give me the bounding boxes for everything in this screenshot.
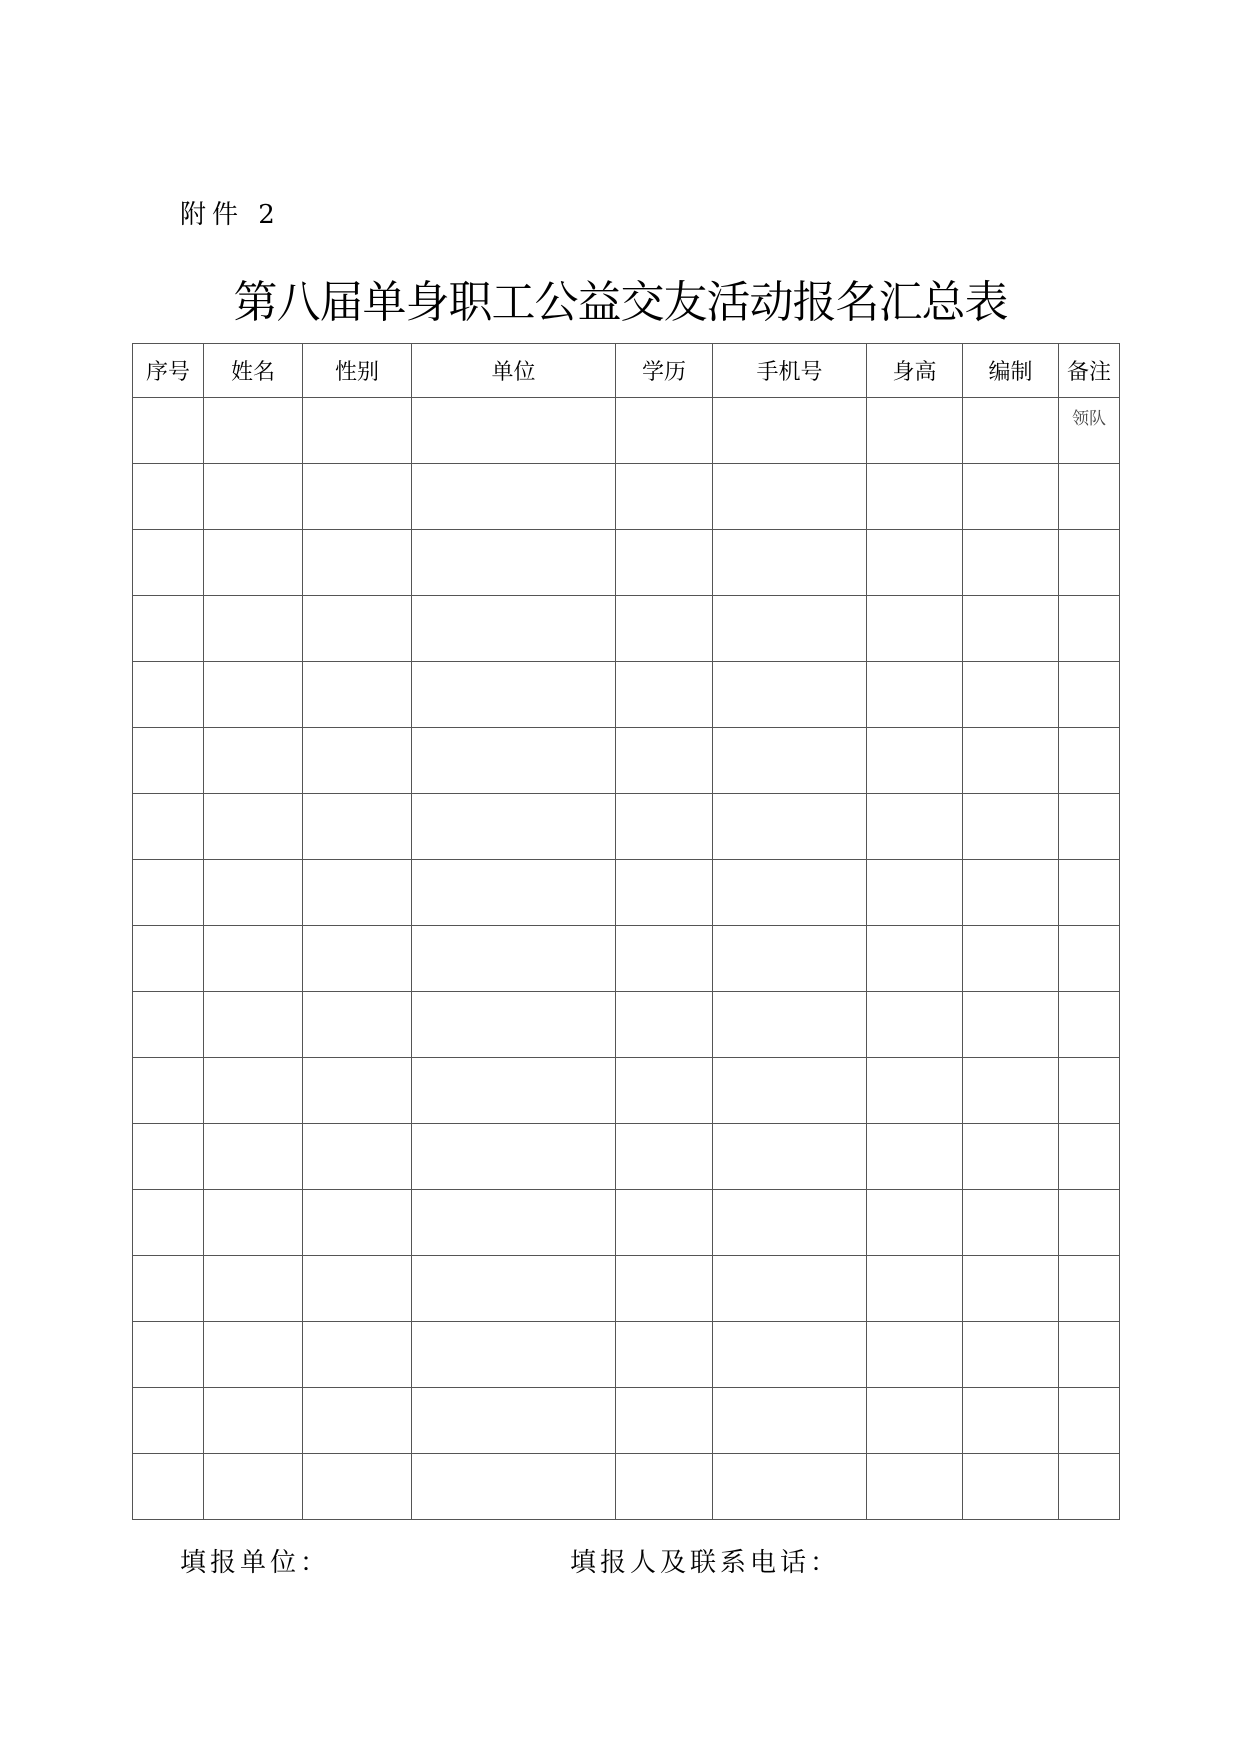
table-cell[interactable]	[867, 596, 963, 662]
table-row	[133, 860, 1120, 926]
table-cell[interactable]	[616, 1058, 713, 1124]
table-cell[interactable]	[303, 596, 412, 662]
table-row	[133, 596, 1120, 662]
table-cell[interactable]	[713, 662, 867, 728]
table-cell[interactable]	[412, 1256, 616, 1322]
table-cell[interactable]	[133, 530, 204, 596]
table-cell[interactable]	[713, 596, 867, 662]
table-row	[133, 1388, 1120, 1454]
table-cell[interactable]	[412, 926, 616, 992]
table-cell[interactable]	[867, 1388, 963, 1454]
table-cell[interactable]	[616, 596, 713, 662]
table-cell[interactable]	[303, 1058, 412, 1124]
table-cell[interactable]	[713, 1322, 867, 1388]
table-cell[interactable]	[867, 662, 963, 728]
table-row	[133, 1256, 1120, 1322]
table-cell[interactable]	[616, 992, 713, 1058]
table-cell[interactable]	[1059, 860, 1120, 926]
table-cell[interactable]	[867, 992, 963, 1058]
table-cell[interactable]	[303, 1388, 412, 1454]
table-cell[interactable]	[204, 992, 303, 1058]
table-cell[interactable]	[412, 1322, 616, 1388]
table-cell[interactable]	[204, 860, 303, 926]
table-cell[interactable]	[1059, 1058, 1120, 1124]
table-cell[interactable]	[412, 728, 616, 794]
table-cell[interactable]	[204, 926, 303, 992]
table-cell[interactable]	[204, 1322, 303, 1388]
header-cell: 姓名	[204, 344, 303, 398]
table-cell[interactable]	[133, 860, 204, 926]
table-cell[interactable]	[412, 1190, 616, 1256]
table-cell[interactable]	[713, 1388, 867, 1454]
table-cell[interactable]	[867, 1124, 963, 1190]
table-cell[interactable]	[133, 1454, 204, 1520]
table-cell[interactable]	[204, 1058, 303, 1124]
table-cell[interactable]	[963, 860, 1059, 926]
registration-table	[132, 343, 1120, 1520]
header-cell: 编制	[963, 344, 1059, 398]
table-cell[interactable]	[616, 530, 713, 596]
table-cell[interactable]	[1059, 1190, 1120, 1256]
table-cell[interactable]	[867, 1256, 963, 1322]
table-row	[133, 1190, 1120, 1256]
table-row	[133, 1454, 1120, 1520]
table-cell[interactable]	[303, 1322, 412, 1388]
table-row	[133, 926, 1120, 992]
table-cell[interactable]	[204, 530, 303, 596]
table-cell[interactable]	[1059, 926, 1120, 992]
table-cell[interactable]	[1059, 1124, 1120, 1190]
table-cell[interactable]	[1059, 1256, 1120, 1322]
table-cell[interactable]	[963, 926, 1059, 992]
table-cell[interactable]	[963, 1388, 1059, 1454]
table-row	[133, 464, 1120, 530]
table-cell[interactable]	[303, 1256, 412, 1322]
table-cell[interactable]	[412, 860, 616, 926]
table-cell[interactable]	[303, 464, 412, 530]
table-cell[interactable]	[133, 596, 204, 662]
attachment-label: 附件 2	[180, 200, 281, 230]
table-cell[interactable]	[616, 1124, 713, 1190]
table-row	[133, 1058, 1120, 1124]
table-cell[interactable]	[713, 992, 867, 1058]
table-cell[interactable]	[616, 464, 713, 530]
table-cell[interactable]	[713, 398, 867, 464]
table-cell[interactable]	[133, 1388, 204, 1454]
table-cell[interactable]	[867, 1454, 963, 1520]
header-cell: 手机号	[713, 344, 867, 398]
table-cell[interactable]	[303, 398, 412, 464]
table-cell[interactable]	[713, 728, 867, 794]
table-cell[interactable]	[204, 1454, 303, 1520]
table-cell[interactable]	[412, 1388, 616, 1454]
table-cell[interactable]	[867, 926, 963, 992]
table-cell[interactable]	[963, 596, 1059, 662]
table-cell[interactable]	[713, 1256, 867, 1322]
table-row	[133, 794, 1120, 860]
table-cell[interactable]	[133, 794, 204, 860]
table-cell[interactable]	[1059, 728, 1120, 794]
table-cell[interactable]	[616, 1256, 713, 1322]
table-cell[interactable]	[867, 1058, 963, 1124]
header-cell: 单位	[412, 344, 616, 398]
table-row	[133, 728, 1120, 794]
table-cell[interactable]	[1059, 992, 1120, 1058]
table-cell[interactable]	[963, 794, 1059, 860]
table-cell[interactable]	[616, 1454, 713, 1520]
table-header-row	[133, 344, 1120, 398]
table-cell[interactable]	[412, 398, 616, 464]
table-cell[interactable]	[867, 860, 963, 926]
table-cell[interactable]	[963, 1058, 1059, 1124]
table-row	[133, 398, 1120, 464]
table-cell[interactable]	[616, 860, 713, 926]
table-cell[interactable]	[303, 1454, 412, 1520]
table-cell[interactable]	[616, 728, 713, 794]
table-cell[interactable]	[963, 1454, 1059, 1520]
table-row	[133, 530, 1120, 596]
table-cell[interactable]	[204, 794, 303, 860]
table-row	[133, 1322, 1120, 1388]
table-cell[interactable]	[303, 1124, 412, 1190]
table-cell[interactable]	[963, 1124, 1059, 1190]
table-cell[interactable]	[616, 926, 713, 992]
table-cell[interactable]	[867, 1322, 963, 1388]
leader-note: 领队	[1072, 409, 1106, 429]
table-cell[interactable]	[867, 728, 963, 794]
table-cell[interactable]	[412, 1454, 616, 1520]
table-cell[interactable]	[412, 596, 616, 662]
table-cell[interactable]	[963, 662, 1059, 728]
table-cell[interactable]	[133, 1256, 204, 1322]
table-cell[interactable]	[204, 1388, 303, 1454]
table-cell[interactable]	[616, 662, 713, 728]
table-cell[interactable]	[616, 1388, 713, 1454]
table-cell[interactable]	[412, 464, 616, 530]
table-cell[interactable]	[204, 596, 303, 662]
table-cell[interactable]	[713, 1454, 867, 1520]
table-cell[interactable]	[1059, 662, 1120, 728]
table-cell[interactable]	[963, 1190, 1059, 1256]
table-cell[interactable]	[303, 662, 412, 728]
table-cell[interactable]	[867, 530, 963, 596]
table-cell[interactable]	[133, 398, 204, 464]
table-cell[interactable]	[867, 794, 963, 860]
table-cell[interactable]	[616, 1190, 713, 1256]
table-cell[interactable]	[133, 662, 204, 728]
table-cell[interactable]	[204, 662, 303, 728]
table-cell[interactable]	[1059, 1454, 1120, 1520]
table-cell[interactable]	[303, 992, 412, 1058]
table-cell[interactable]	[713, 464, 867, 530]
table-cell[interactable]	[1059, 596, 1120, 662]
table-cell[interactable]	[133, 926, 204, 992]
table-cell[interactable]	[1059, 464, 1120, 530]
table-cell[interactable]	[204, 398, 303, 464]
table-cell[interactable]	[133, 1190, 204, 1256]
table-cell[interactable]	[963, 728, 1059, 794]
table-cell[interactable]	[713, 530, 867, 596]
table-row	[133, 1124, 1120, 1190]
table-cell[interactable]	[713, 1190, 867, 1256]
table-cell[interactable]	[1059, 398, 1120, 464]
table-row	[133, 662, 1120, 728]
table-cell[interactable]	[616, 398, 713, 464]
table-cell[interactable]	[412, 1124, 616, 1190]
table-cell[interactable]	[412, 662, 616, 728]
table-cell[interactable]	[963, 1256, 1059, 1322]
table-cell[interactable]	[713, 1124, 867, 1190]
table-cell[interactable]	[133, 992, 204, 1058]
table-cell[interactable]	[713, 1058, 867, 1124]
table-cell[interactable]	[616, 1322, 713, 1388]
table-cell[interactable]	[713, 860, 867, 926]
table-cell[interactable]	[412, 794, 616, 860]
table-cell[interactable]	[963, 464, 1059, 530]
table-cell[interactable]	[412, 1058, 616, 1124]
reporting-unit-label: 填报单位：	[180, 1548, 331, 1578]
table-cell[interactable]	[713, 794, 867, 860]
table-cell[interactable]	[133, 1124, 204, 1190]
table-cell[interactable]	[412, 530, 616, 596]
table-cell[interactable]	[204, 1256, 303, 1322]
table-cell[interactable]	[963, 992, 1059, 1058]
page-title: 第八届单身职工公益交友活动报名汇总表	[233, 277, 1008, 328]
table-cell[interactable]	[303, 728, 412, 794]
table-cell[interactable]	[204, 1190, 303, 1256]
table-cell[interactable]	[133, 1322, 204, 1388]
table-cell[interactable]	[133, 728, 204, 794]
table-cell[interactable]	[963, 398, 1059, 464]
table-cell[interactable]	[303, 794, 412, 860]
header-cell: 性别	[303, 344, 412, 398]
table-cell[interactable]	[204, 728, 303, 794]
table-cell[interactable]	[303, 860, 412, 926]
table-cell[interactable]	[412, 992, 616, 1058]
table-cell[interactable]	[867, 398, 963, 464]
table-cell[interactable]	[1059, 530, 1120, 596]
table-cell[interactable]	[303, 1190, 412, 1256]
table-cell[interactable]	[963, 530, 1059, 596]
table-cell[interactable]	[867, 464, 963, 530]
header-cell: 学历	[616, 344, 713, 398]
reporter-contact-label: 填报人及联系电话：	[570, 1548, 841, 1578]
table-cell[interactable]	[133, 1058, 204, 1124]
table-cell[interactable]	[1059, 1322, 1120, 1388]
table-cell[interactable]	[867, 1190, 963, 1256]
table-cell[interactable]	[204, 1124, 303, 1190]
table-cell[interactable]	[1059, 1388, 1120, 1454]
header-cell: 身高	[867, 344, 963, 398]
header-cell: 备注	[1059, 344, 1120, 398]
table-cell[interactable]	[713, 926, 867, 992]
table-cell[interactable]	[303, 530, 412, 596]
table-cell[interactable]	[303, 926, 412, 992]
table-cell[interactable]	[963, 1322, 1059, 1388]
table-cell[interactable]	[204, 464, 303, 530]
table-row	[133, 992, 1120, 1058]
table-cell[interactable]	[133, 464, 204, 530]
table-cell[interactable]	[1059, 794, 1120, 860]
header-cell: 序号	[133, 344, 204, 398]
table-cell[interactable]	[616, 794, 713, 860]
